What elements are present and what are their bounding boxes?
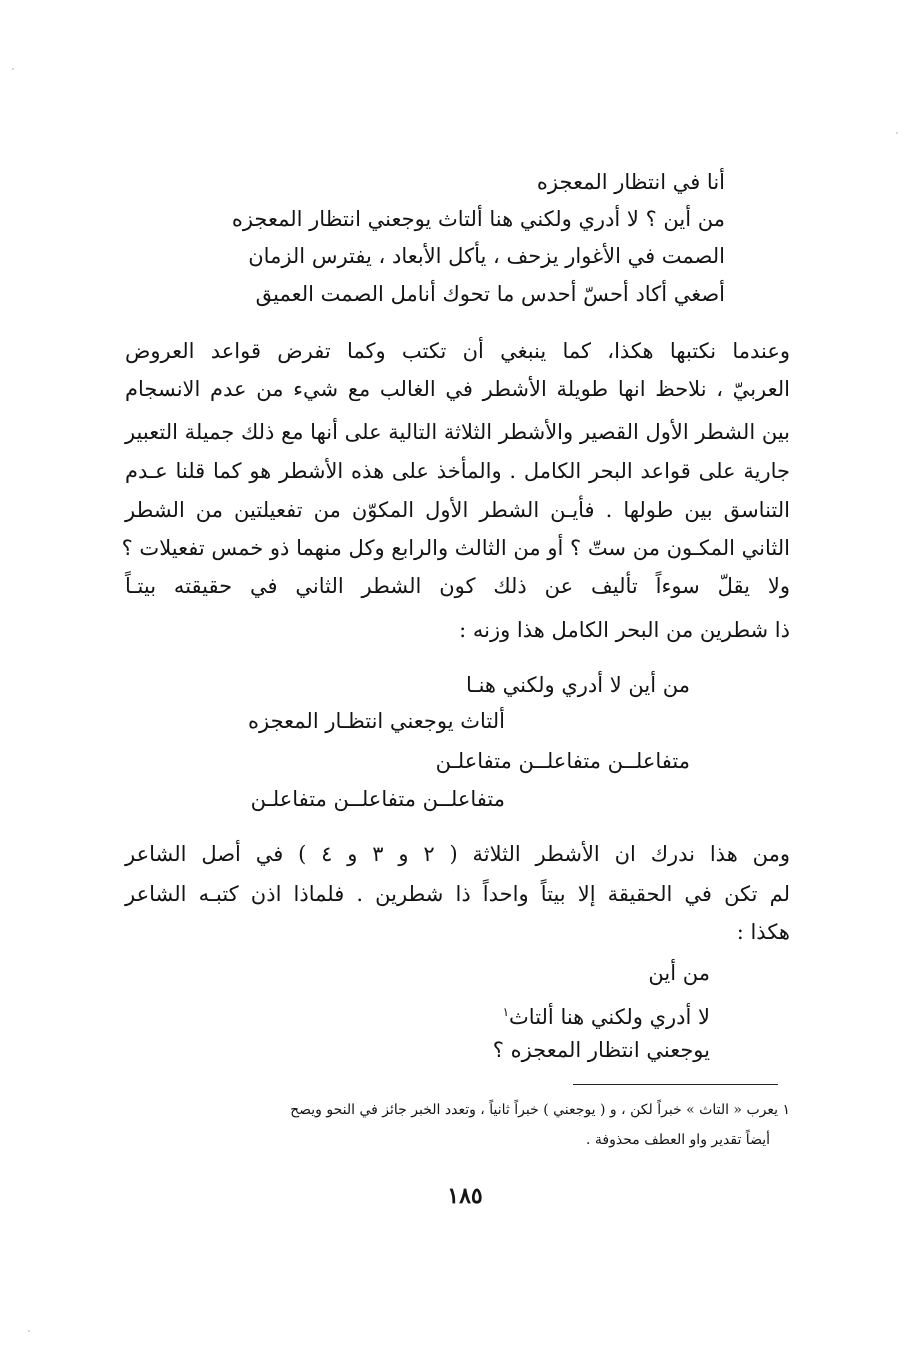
scan-speck <box>896 132 898 134</box>
poem-line-4: أصغي أكاد أحسّ أحدس ما تحوك أنامل الصمت العميق <box>255 282 725 306</box>
meter-line-2: متفاعلــن متفاعلــن متفاعلـن <box>250 787 505 811</box>
para2-line-2: ذا شطرين من البحر الكامل هذا وزنه : <box>459 618 790 642</box>
para1-line-3: بين الشطر الأول القصير والأشطر الثلاثة التالية على أنها مع ذلك جميلة التعبير <box>124 420 790 444</box>
para1-line-6: الثاني المكـون من ستّ ؟ أو من الثالث والرابع وكل منهما ذو خمس تفعيلات ؟ <box>121 536 790 560</box>
verse-line-2: ألتاث يوجعني انتظـار المعجزه <box>248 709 505 733</box>
para3-line-3: هكذا : <box>736 920 790 944</box>
poem2-line-2 <box>503 996 710 1033</box>
verse-line-1: من أين لا أدري ولكني هنـا <box>466 673 690 697</box>
footnote-line-1: ١ يعرب « التاث » خبراً لكن ، و ( يوجعني ) خبراً ثانياً ، وتعدد الخبر جائز في النحو ويصح <box>290 1102 790 1118</box>
para1-line-5: التناسق بين طولها . فأيـن الشطر الأول المكوّن من تفعيلتين من الشطر <box>125 498 790 522</box>
poem2-line-1: من أين <box>648 961 710 985</box>
para1-line-4: جارية على قواعد البحر الكامل . والمأخذ على هذه الأشطر هو كما قلنا عـدم <box>125 459 790 483</box>
poem-line-2: من أين ؟ لا أدري ولكني هنا ألتاث يوجعني انتظار المعجزه <box>231 207 725 231</box>
page-number: ١٨٥ <box>447 1183 483 1209</box>
scan-speck <box>28 1330 30 1332</box>
poem2-line-3: يوجعني انتظار المعجزه ؟ <box>492 1038 710 1062</box>
meter-line-1: متفاعلــن متفاعلــن متفاعلـن <box>435 749 690 773</box>
poem-line-3: الصمت في الأغوار يزحف ، يأكل الأبعاد ، يفترس الزمان <box>248 244 725 268</box>
para3-line-1: ومن هذا ندرك ان الأشطر الثلاثة ( ٢ و ٣ و ٤ ) في أصل الشاعر <box>125 842 790 866</box>
scan-speck <box>12 68 14 70</box>
para1-line-1: وعندما نكتبها هكذا، كما ينبغي أن تكتب وكما تفرض قواعد العروض <box>125 339 790 363</box>
footnote-marker: ١ <box>502 1005 510 1019</box>
para1-line-2: العربيّ ، نلاحظ انها طويلة الأشطر في الغالب مع شيء من عدم الانسجام <box>125 377 790 401</box>
poem-line-1: أنا في انتظار المعجزه <box>536 170 725 194</box>
footnote-line-2: أيضاً تقدير واو العطف محذوفة . <box>586 1132 770 1148</box>
footnote-rule <box>573 1084 778 1085</box>
para2-line-1: ولا يقلّ سوءاً تأليف عن ذلك كون الشطر الثاني في حقيقته بيتـاً <box>125 574 790 598</box>
poem2-line-2-text: لا أدري ولكني هنا ألتاث <box>509 1005 710 1029</box>
para3-line-2: لم تكن في الحقيقة إلا بيتاً واحداً ذا شطرين . فلماذا اذن كتبـه الشاعر <box>125 882 790 906</box>
